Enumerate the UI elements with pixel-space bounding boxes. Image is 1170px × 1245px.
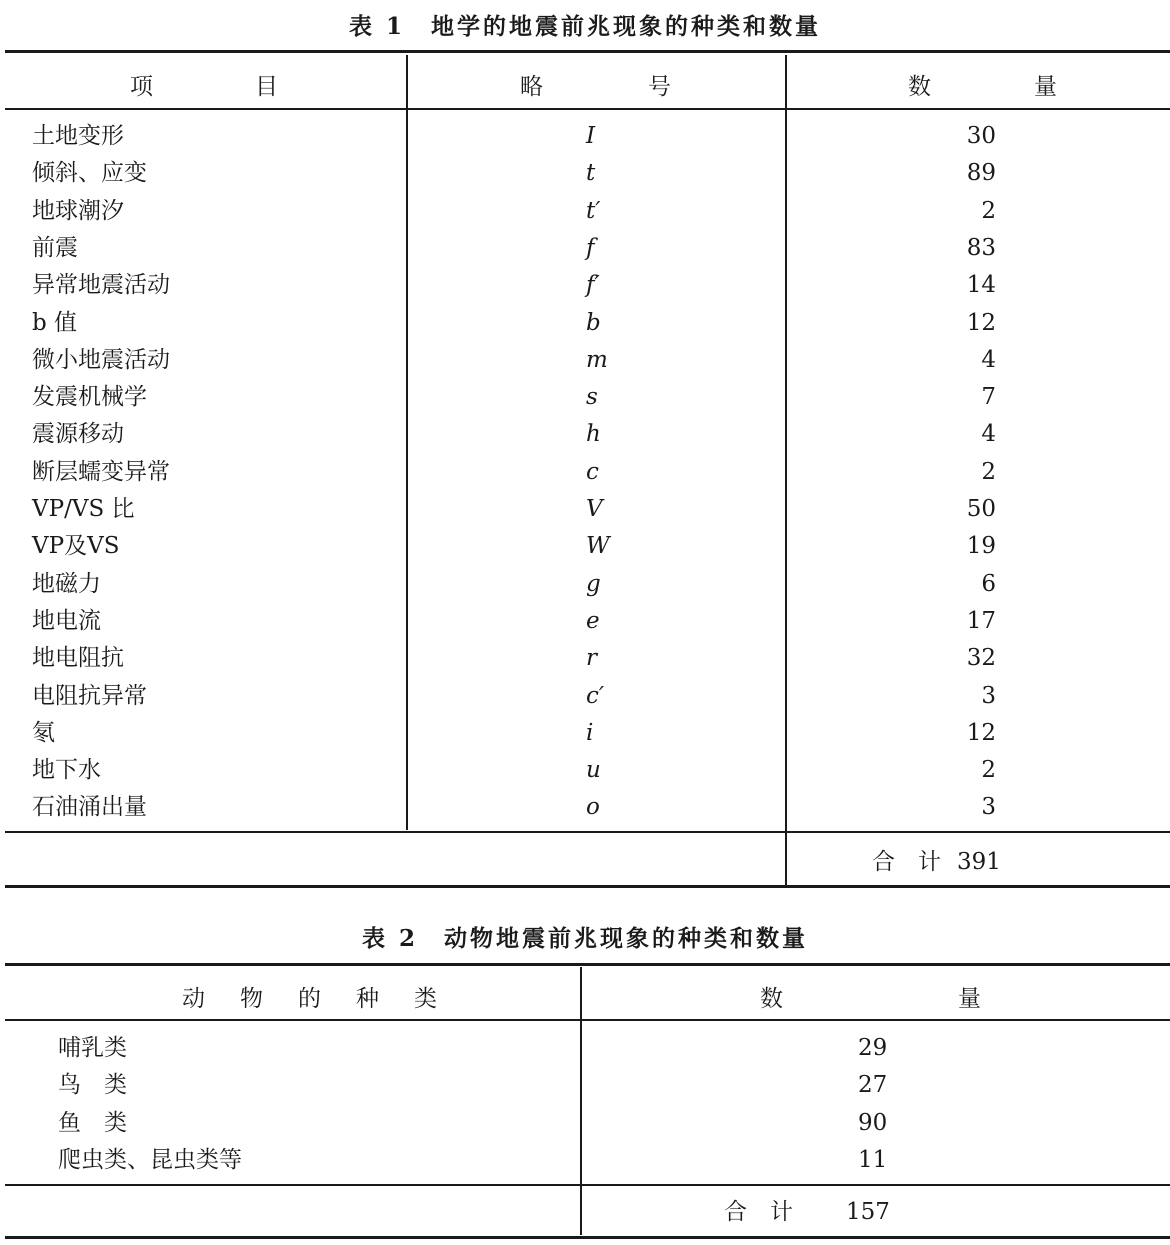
table1-body-rule [5, 831, 1170, 833]
table2-header-rule [5, 1019, 1170, 1021]
table2-col-divider [580, 967, 582, 1235]
table1-row-item: VP/VS 比 [32, 496, 135, 522]
table1-row-symbol: e [586, 608, 600, 634]
table1-row-item: VP及VS [32, 533, 120, 559]
table1-row-symbol: I [586, 123, 596, 149]
table1-header-rule [5, 108, 1170, 110]
table1-row-count: 12 [966, 310, 996, 336]
table2-top-rule [5, 963, 1170, 966]
table1-row-item: 地电阻抗 [32, 645, 124, 671]
table2-total-label: 合 计 [724, 1199, 793, 1225]
table2-row-kind: 鸟 类 [58, 1072, 127, 1098]
table1-header-abbr-a: 略 [520, 74, 543, 100]
table1-row-symbol: f′ [586, 272, 600, 298]
table2-bottom-rule [5, 1236, 1170, 1239]
table1-row-count: 17 [966, 608, 996, 634]
table1-row-item: 震源移动 [32, 421, 124, 447]
table2-header-kind: 动 物 的 种 类 [182, 986, 443, 1012]
table2-row-count: 27 [858, 1072, 888, 1098]
table1-row-count: 30 [966, 123, 996, 149]
table1-row-item: 地下水 [32, 757, 101, 783]
table1-row-item: 前震 [32, 235, 78, 261]
table1-col-divider-1 [406, 55, 408, 830]
table1-row-count: 89 [966, 160, 996, 186]
table1-row-symbol: V [586, 496, 603, 522]
table1-row-count: 50 [966, 496, 996, 522]
table1-row-item: 土地变形 [32, 123, 124, 149]
table1-row-item: 石油涌出量 [32, 794, 147, 820]
table1-row-count: 7 [981, 384, 996, 410]
table1-row-symbol: c [586, 459, 599, 485]
table1-row-symbol: m [586, 347, 608, 373]
table1-row-item: 微小地震活动 [32, 347, 170, 373]
table1-row-count: 14 [966, 272, 996, 298]
table1-total-value: 391 [957, 849, 1001, 875]
table2-header-count-a: 数 [760, 986, 783, 1012]
table2-row-count: 11 [858, 1147, 888, 1173]
table1-row-count: 2 [981, 459, 996, 485]
table1-row-count: 83 [966, 235, 996, 261]
table1-row-count: 2 [981, 757, 996, 783]
table1-row-symbol: h [586, 421, 601, 447]
table1-row-item: 地球潮汐 [32, 198, 124, 224]
table1-header-count-b: 量 [1034, 74, 1057, 100]
table1-row-symbol: r [586, 645, 597, 671]
table1-header-abbr-b: 号 [648, 74, 671, 100]
table1-row-symbol: g [586, 571, 601, 597]
table1-row-symbol: t [586, 160, 596, 186]
table1-total-label: 合 计 [872, 849, 941, 875]
table1-row-item: 倾斜、应变 [32, 160, 147, 186]
table1-row-symbol: f [586, 235, 595, 261]
table2-row-kind: 鱼 类 [58, 1110, 127, 1136]
table1-row-symbol: s [586, 384, 598, 410]
table1-col-divider-2 [785, 55, 787, 887]
table2-row-count: 90 [858, 1110, 888, 1136]
table1-row-symbol: o [586, 794, 600, 820]
table1-row-item: b 值 [32, 310, 78, 336]
table1-row-symbol: b [586, 310, 601, 336]
table1-row-count: 4 [981, 347, 996, 373]
table1-row-item: 发震机械学 [32, 384, 147, 410]
table2-header-count-b: 量 [958, 986, 981, 1012]
table1-header-count-a: 数 [908, 74, 931, 100]
table1-row-count: 6 [981, 571, 996, 597]
table1-row-symbol: c′ [586, 683, 605, 709]
table1-row-count: 32 [966, 645, 996, 671]
table1-row-item: 地电流 [32, 608, 101, 634]
table1-row-symbol: i [586, 720, 594, 746]
table1-row-item: 氡 [32, 720, 55, 746]
table1-row-item: 电阻抗异常 [32, 683, 147, 709]
table1-bottom-rule [5, 885, 1170, 888]
table2-caption: 表 2 动物地震前兆现象的种类和数量 [361, 925, 808, 952]
table1-top-rule [5, 50, 1170, 53]
table1-row-count: 12 [966, 720, 996, 746]
table1-row-count: 2 [981, 198, 996, 224]
table1-row-symbol: u [586, 757, 601, 783]
table1-row-count: 3 [981, 794, 996, 820]
table1-row-count: 4 [981, 421, 996, 447]
table1-row-symbol: W [586, 533, 610, 559]
table1-row-item: 异常地震活动 [32, 272, 170, 298]
table2-body-rule [5, 1184, 1170, 1186]
table1-row-count: 19 [966, 533, 996, 559]
table1-row-count: 3 [981, 683, 996, 709]
table1-header-item-a: 项 [130, 74, 153, 100]
table2-row-kind: 爬虫类、昆虫类等 [58, 1147, 242, 1173]
table2-total-value: 157 [846, 1199, 890, 1225]
table2-row-count: 29 [858, 1035, 888, 1061]
table1-row-item: 地磁力 [32, 571, 101, 597]
table1-caption: 表 1 地学的地震前兆现象的种类和数量 [348, 13, 821, 40]
table2-row-kind: 哺乳类 [58, 1035, 127, 1061]
table1-header-item-b: 目 [255, 74, 278, 100]
table1-row-symbol: t′ [586, 198, 601, 224]
table1-row-item: 断层蠕变异常 [32, 459, 170, 485]
